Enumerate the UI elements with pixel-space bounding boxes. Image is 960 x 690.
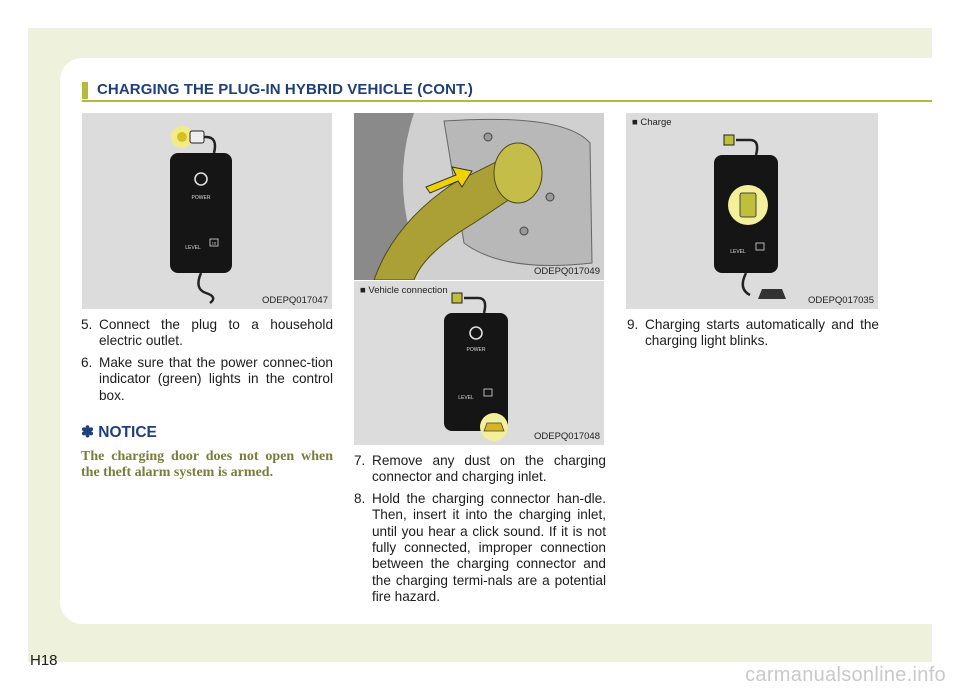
step-number: 6. (81, 354, 93, 370)
door-screw-1 (484, 133, 492, 141)
step-5 (81, 317, 333, 350)
door-screw-3 (546, 193, 554, 201)
step-text: Remove any dust on the charging connector and charging inlet. (372, 453, 606, 485)
steps-column-1 (81, 317, 333, 409)
charge-indicator-icon (740, 193, 756, 217)
step-number: 7. (354, 453, 366, 468)
figure-charge (626, 113, 878, 309)
charging-inlet-illustration (354, 113, 604, 280)
vehicle-icon (758, 289, 786, 299)
vehicle-icon (484, 423, 504, 431)
control-box-body (170, 153, 232, 273)
power-indicator (724, 135, 734, 145)
level-label: LEVEL (458, 395, 474, 401)
power-label: POWER (191, 195, 211, 201)
figure-code: ODEPQ017048 (533, 431, 600, 442)
control-box-body (444, 313, 508, 431)
plug-cable-bottom (198, 273, 213, 303)
level-label: LEVEL (185, 245, 201, 251)
notice-title: ✽ NOTICE (81, 424, 157, 441)
vehicle-connection-illustration (354, 281, 604, 445)
figure-caption: ■ Vehicle connection (360, 285, 448, 296)
plug-body (190, 131, 204, 143)
section-title: CHARGING THE PLUG-IN HYBRID VEHICLE (CONT.) (97, 81, 473, 98)
steps-column-2 (354, 453, 606, 611)
step-number: 9. (627, 317, 639, 332)
step-9 (627, 317, 879, 350)
figure-caption: ■ Charge (632, 117, 672, 128)
watermark: carmanualsonline.info (745, 664, 946, 686)
figure-code: ODEPQ017035 (807, 295, 874, 306)
step-list (354, 453, 606, 606)
figure-charging-inlet (354, 113, 604, 280)
plug-cable-top (464, 298, 485, 313)
plug-socket (177, 132, 187, 142)
step-list (627, 317, 879, 350)
plug-cable-bottom (743, 273, 750, 295)
page-number: H18 (30, 652, 58, 669)
figure-code: ODEPQ017049 (533, 266, 600, 277)
notice-body: The charging door does not open when the theft alarm system is armed. (81, 449, 333, 480)
control-box-illustration (82, 113, 332, 309)
level-label: LEVEL (730, 249, 746, 255)
door-screw-2 (520, 227, 528, 235)
plug-cable-top (736, 140, 757, 155)
step-7 (354, 453, 606, 486)
step-text: Charging starts automatically and the charging light blinks. (645, 317, 879, 349)
step-number: 8. (354, 490, 366, 506)
figure-control-box (82, 113, 332, 309)
figure-vehicle-connection (354, 281, 604, 445)
step-6 (81, 355, 333, 404)
header-accent-bar (82, 82, 88, 99)
step-8 (354, 491, 606, 606)
step-number: 5. (81, 317, 93, 332)
header-rule (82, 100, 932, 102)
step-list (81, 317, 333, 404)
figure-code: ODEPQ017047 (261, 295, 328, 306)
power-label: POWER (466, 347, 486, 353)
level-badge-text: 16 (211, 240, 217, 246)
power-indicator (452, 293, 462, 303)
step-text: Connect the plug to a household electric outlet. (99, 317, 333, 349)
connector-head (494, 143, 542, 203)
steps-column-3 (627, 317, 879, 355)
step-text: Make sure that the power connec-tion indicator (green) lights in the control box. (99, 354, 333, 403)
step-text: Hold the charging connector han-dle. Then, insert it into the charging inlet, until you hear a click sound. If it is not fully connected, improper connection between the charging connector and the charging termi-nals are a potential fire hazard. (372, 490, 606, 605)
charge-illustration (626, 113, 878, 309)
